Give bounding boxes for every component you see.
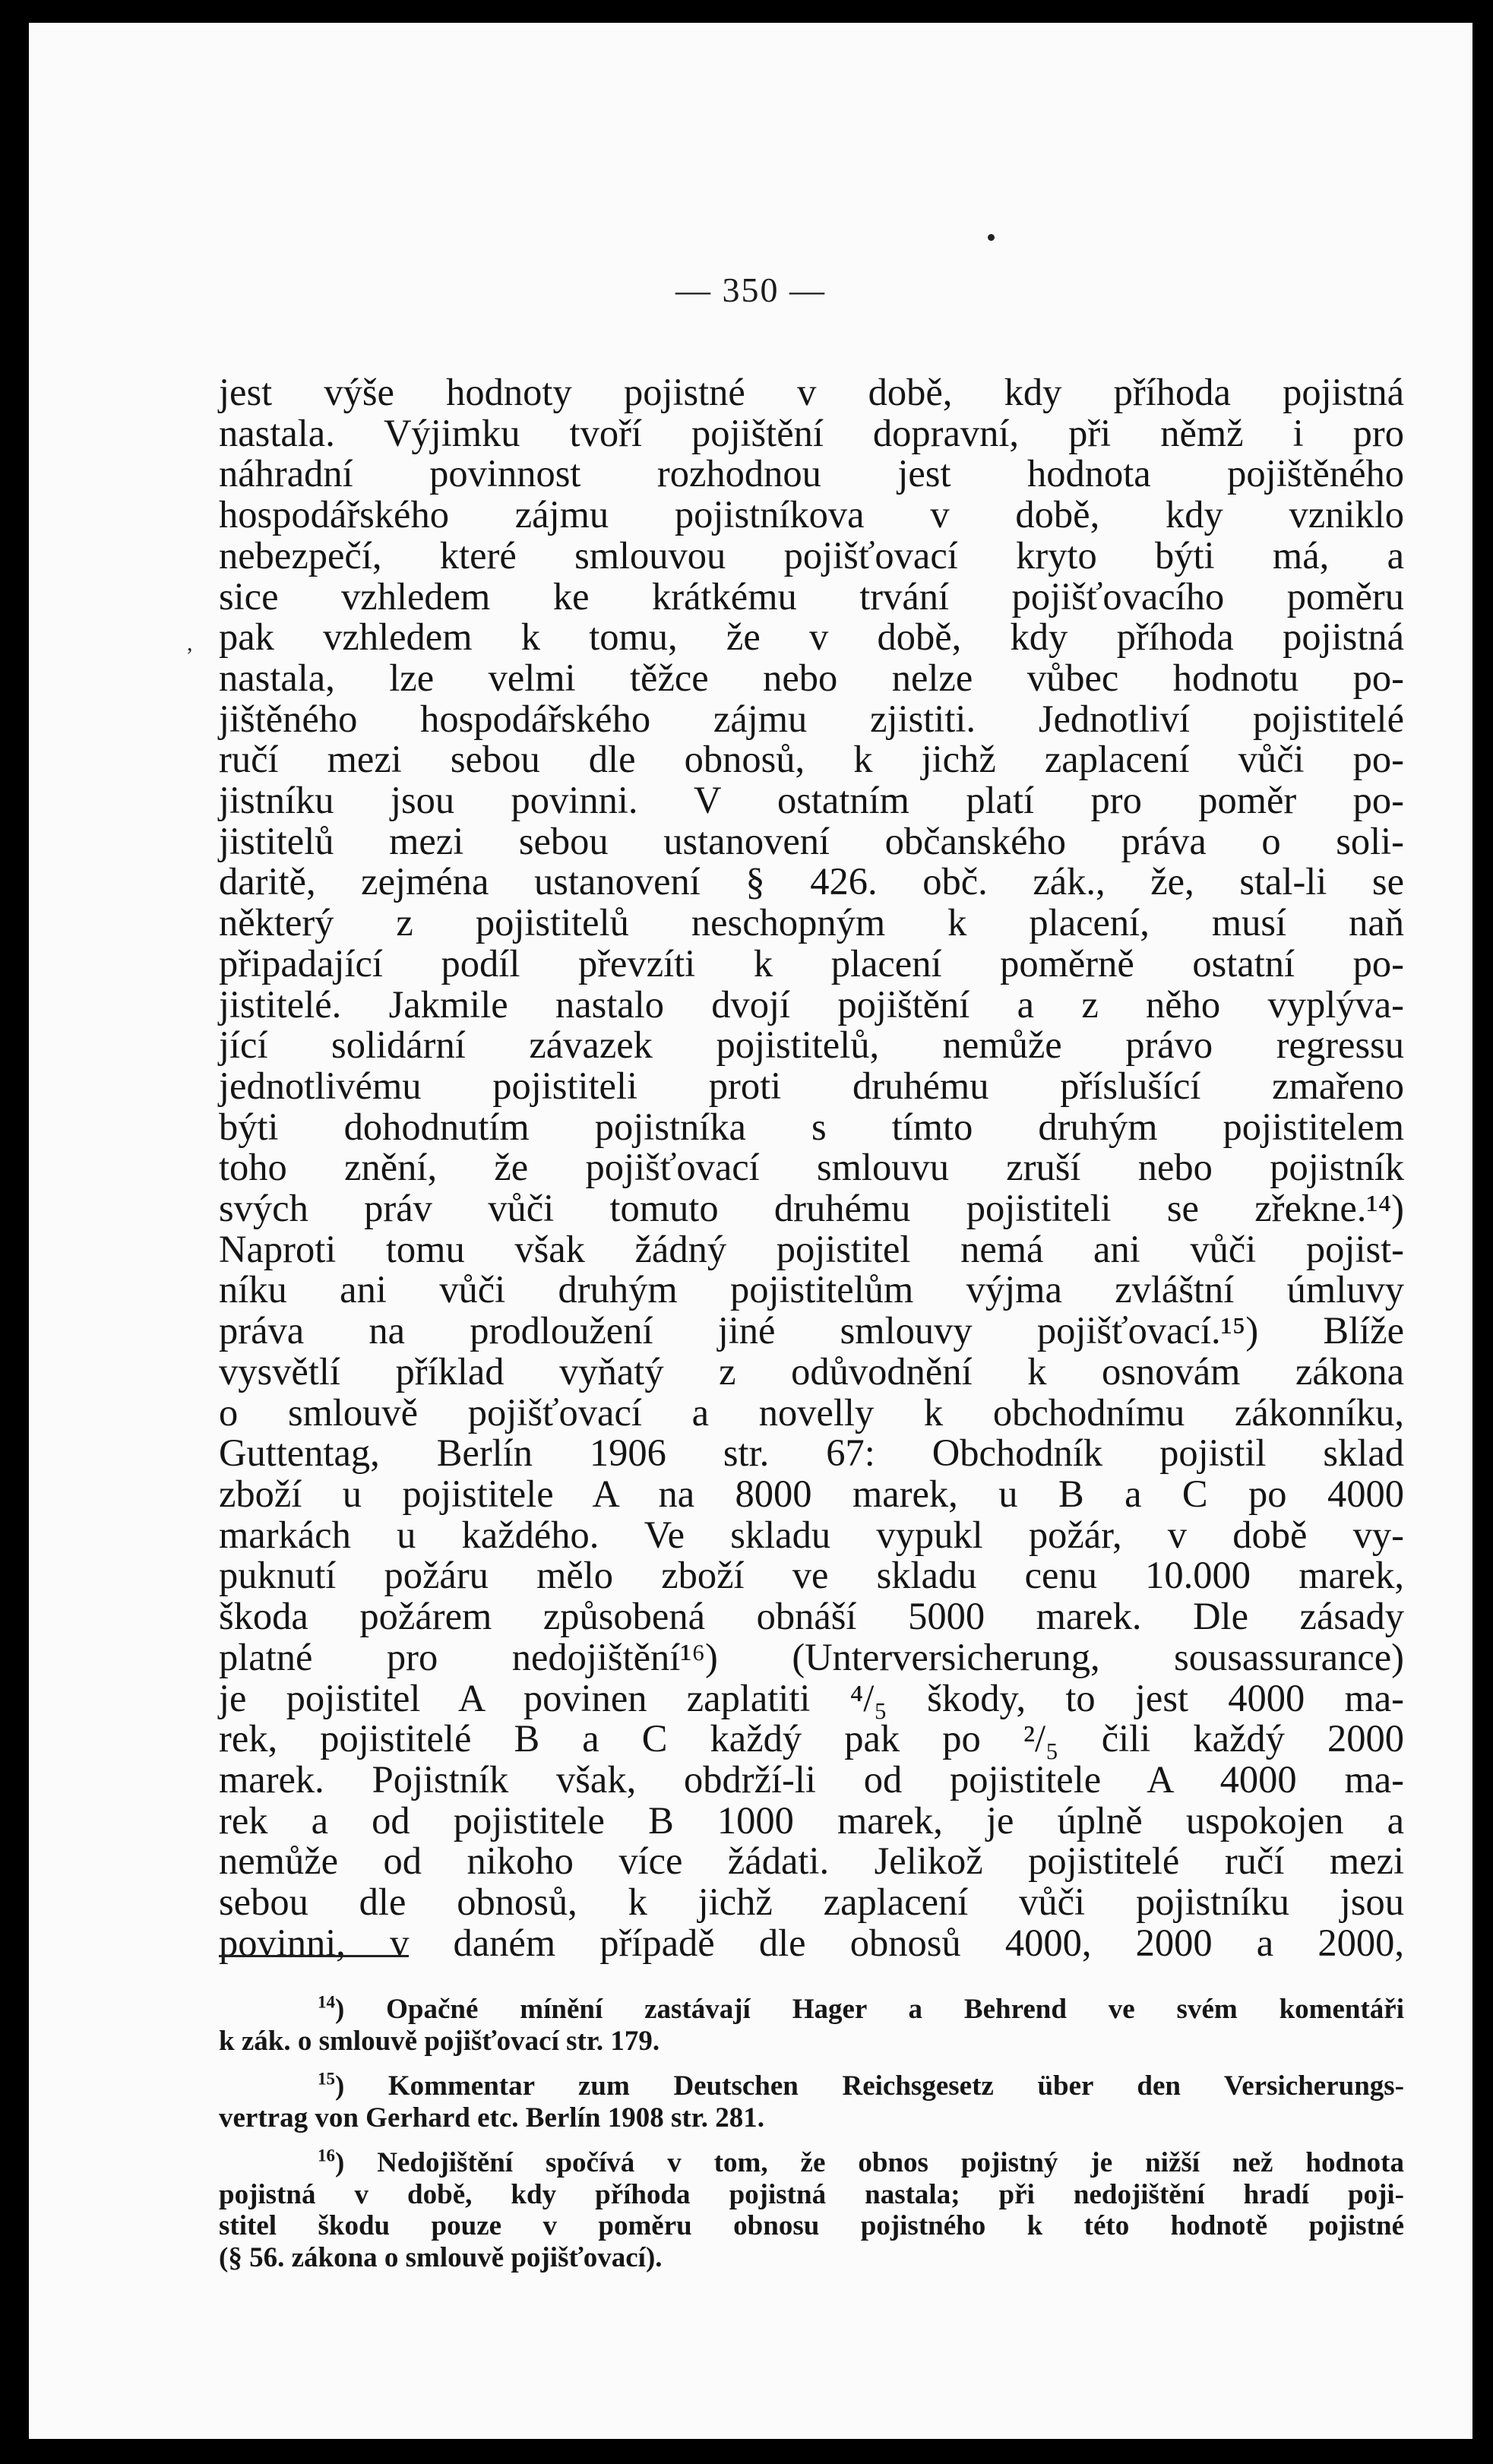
footnotes bbox=[219, 1994, 1404, 2287]
footnote-line bbox=[219, 2070, 1404, 2102]
footnote-mark: 15 bbox=[318, 2069, 335, 2089]
text-line: marek. Pojistník však, obdrží-li od pojistitele A 4000 ma- bbox=[219, 1757, 1404, 1801]
text-line: jistníku jsou povinni. V ostatním platí pro poměr po- bbox=[219, 779, 1404, 822]
footnote-15 bbox=[219, 2070, 1404, 2133]
text-line: puknutí požáru mělo zboží ve skladu cenu 10.000 marek, bbox=[219, 1554, 1404, 1597]
text-line: rek, pojistitelé B a C každý pak po ²/₅ čili každý 2000 bbox=[219, 1717, 1404, 1760]
text-line: platné pro nedojištění¹⁶) (Unterversicherung, sousassurance) bbox=[219, 1635, 1404, 1678]
footnote-mark: 16 bbox=[318, 2146, 335, 2165]
text-line: pak vzhledem k tomu, že v době, kdy příhoda pojistná bbox=[219, 615, 1404, 659]
text-line: býti dohodnutím pojistníka s tímto druhým pojistitelem bbox=[219, 1105, 1404, 1148]
text-line: jištěného hospodářského zájmu zjistiti. Jednotliví pojistitelé bbox=[219, 697, 1404, 740]
footnote-line bbox=[219, 1994, 1404, 2026]
footnote-14 bbox=[219, 1994, 1404, 2057]
footnote-line: pojistná v době, kdy příhoda pojistná nastala; při nedojištění hradí poji- bbox=[219, 2178, 1404, 2210]
footnote-text: ) Opačné mínění zastávají Hager a Behrend ve svém komentáři bbox=[334, 1994, 1404, 2025]
text-line: jistitelů mezi sebou ustanovení občanského práva o soli- bbox=[219, 819, 1404, 862]
text-line: hospodářského zájmu pojistníkova v době, kdy vzniklo bbox=[219, 493, 1404, 536]
text-line: povinni, v daném případě dle obnosů 4000, 2000 a 2000, bbox=[219, 1921, 1404, 1964]
text-line: o smlouvě pojišťovací a novelly k obchodnímu zákonníku, bbox=[219, 1390, 1404, 1434]
text-line: jest výše hodnoty pojistné v době, kdy příhoda pojistná bbox=[219, 371, 1404, 413]
text-line: Guttentag, Berlín 1906 str. 67: Obchodník pojistil sklad bbox=[219, 1431, 1404, 1475]
text-line: některý z pojistitelů neschopným k placení, musí naň bbox=[219, 901, 1404, 944]
ink-speck bbox=[988, 234, 995, 241]
text-line: svých práv vůči tomuto druhému pojistiteli se zřekne.¹⁴) bbox=[219, 1187, 1404, 1230]
text-line: Naproti tomu však žádný pojistitel nemá ani vůči pojist- bbox=[219, 1227, 1404, 1270]
text-line: práva na prodloužení jiné smlouvy pojišťovací.¹⁵) Blíže bbox=[219, 1309, 1404, 1352]
footnote-divider bbox=[219, 1955, 409, 1957]
page-number: — 350 — bbox=[675, 270, 826, 309]
text-line: zboží u pojistitele A na 8000 marek, u B a C po 4000 bbox=[219, 1472, 1404, 1515]
text-line: nastala, lze velmi těžce nebo nelze vůbec hodnotu po- bbox=[219, 656, 1404, 699]
text-line: nemůže od nikoho více žádati. Jelikož pojistitelé ručí mezi bbox=[219, 1839, 1404, 1883]
text-line: jistitelé. Jakmile nastalo dvojí pojištění a z něho vyplýva- bbox=[219, 982, 1404, 1026]
text-line: níku ani vůči druhým pojistitelům výjma zvláštní úmluvy bbox=[219, 1268, 1404, 1311]
text-line: je pojistitel A povinen zaplatiti ⁴/₅ škody, to jest 4000 ma- bbox=[219, 1676, 1404, 1719]
footnote-line: stitel škodu pouze v poměru obnosu pojistného k této hodnotě pojistné bbox=[219, 2210, 1404, 2241]
text-line: sebou dle obnosů, k jichž zaplacení vůči pojistníku jsou bbox=[219, 1880, 1404, 1924]
footnote-line: (§ 56. zákona o smlouvě pojišťovací). bbox=[219, 2241, 663, 2273]
footnote-line: vertrag von Gerhard etc. Berlín 1908 str. 281. bbox=[219, 2102, 764, 2133]
text-line: sice vzhledem ke krátkému trvání pojišťovacího poměru bbox=[219, 574, 1404, 618]
book-page bbox=[29, 23, 1472, 2439]
text-line: daritě, zejména ustanovení § 426. obč. zák., že, stal-li se bbox=[219, 860, 1404, 903]
text-line: jednotlivému pojistiteli proti druhému příslušící zmařeno bbox=[219, 1064, 1404, 1107]
text-line: markách u každého. Ve skladu vypukl požár, v době vy- bbox=[219, 1513, 1404, 1556]
footnote-line bbox=[219, 2147, 1404, 2179]
text-line: vysvětlí příklad vyňatý z odůvodnění k osnovám zákona bbox=[219, 1349, 1404, 1393]
footnote-16 bbox=[219, 2147, 1404, 2273]
footnote-mark: 14 bbox=[318, 1992, 335, 2012]
margin-mark: , bbox=[187, 631, 193, 656]
body-text bbox=[219, 372, 1404, 1963]
text-line: toho znění, že pojišťovací smlouvu zruší nebo pojistník bbox=[219, 1146, 1404, 1189]
text-line: nastala. Výjimku tvoří pojištění dopravní, při němž i pro bbox=[219, 411, 1404, 454]
text-line: škoda požárem způsobená obnáší 5000 marek. Dle zásady bbox=[219, 1595, 1404, 1638]
text-line: připadající podíl převzíti k placení poměrně ostatní po- bbox=[219, 941, 1404, 985]
text-line: jící solidární závazek pojistitelů, nemůže právo regressu bbox=[219, 1023, 1404, 1067]
footnote-text: ) Kommentar zum Deutschen Reichsgesetz über den Versicherungs- bbox=[334, 2070, 1404, 2102]
text-line: náhradní povinnost rozhodnou jest hodnota pojištěného bbox=[219, 452, 1404, 495]
text-line: ručí mezi sebou dle obnosů, k jichž zaplacení vůči po- bbox=[219, 738, 1404, 781]
footnote-line: k zák. o smlouvě pojišťovací str. 179. bbox=[219, 2025, 660, 2057]
text-line: nebezpečí, které smlouvou pojišťovací kryto býti má, a bbox=[219, 533, 1404, 577]
text-line: rek a od pojistitele B 1000 marek, je úplně uspokojen a bbox=[219, 1798, 1404, 1842]
footnote-text: ) Nedojištění spočívá v tom, že obnos pojistný je nižší než hodnota bbox=[334, 2147, 1404, 2178]
